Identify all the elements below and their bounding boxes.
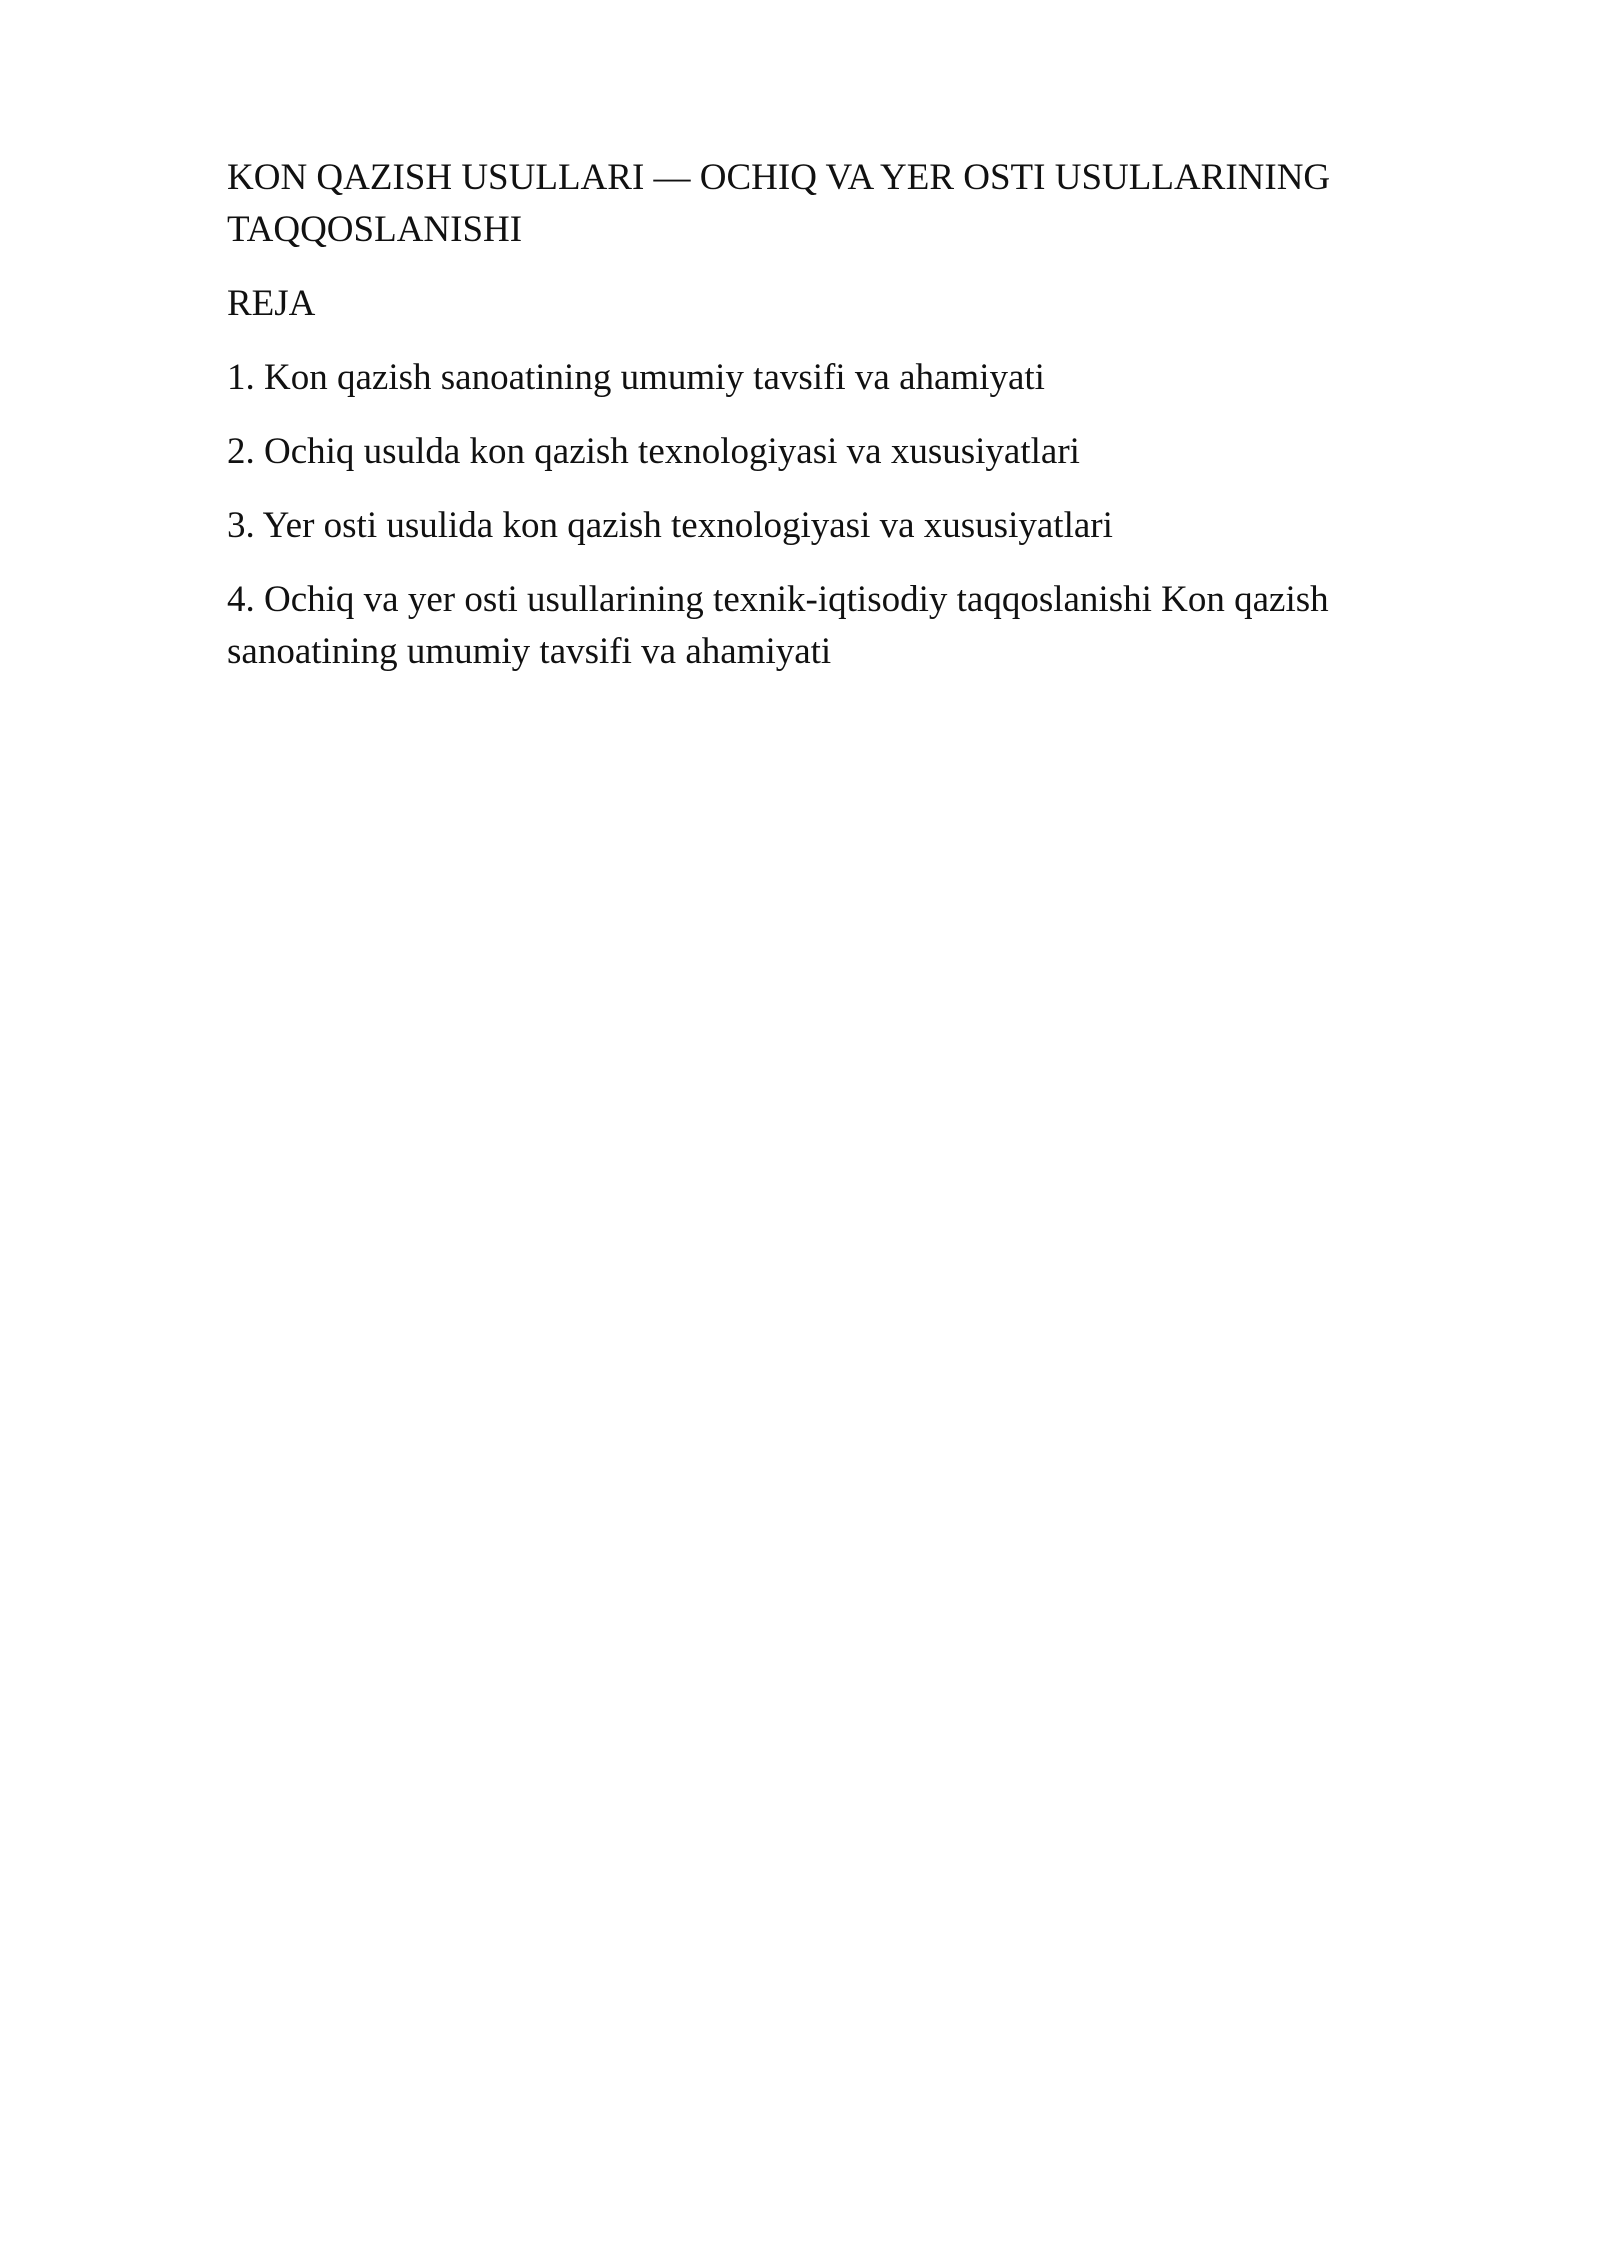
plan-heading: REJA <box>227 283 316 324</box>
document-body <box>227 152 1387 700</box>
plan-item-3: 3. Yer osti usulida kon qazish texnologiyasi va xususiyatlari <box>227 505 1113 546</box>
plan-item-4: 4. Ochiq va yer osti usullarining texnik-iqtisodiy taqqoslanishi Kon qazish sanoatining umumiy tavsifi va ahamiyati <box>227 579 1329 672</box>
plan-item-2: 2. Ochiq usulda kon qazish texnologiyasi va xususiyatlari <box>227 431 1080 472</box>
plan-list <box>227 352 1387 678</box>
document-title: KON QAZISH USULLARI — OCHIQ VA YER OSTI USULLARINING TAQQOSLANISHI <box>227 157 1331 250</box>
plan-item-1: 1. Kon qazish sanoatining umumiy tavsifi va ahamiyati <box>227 357 1045 398</box>
